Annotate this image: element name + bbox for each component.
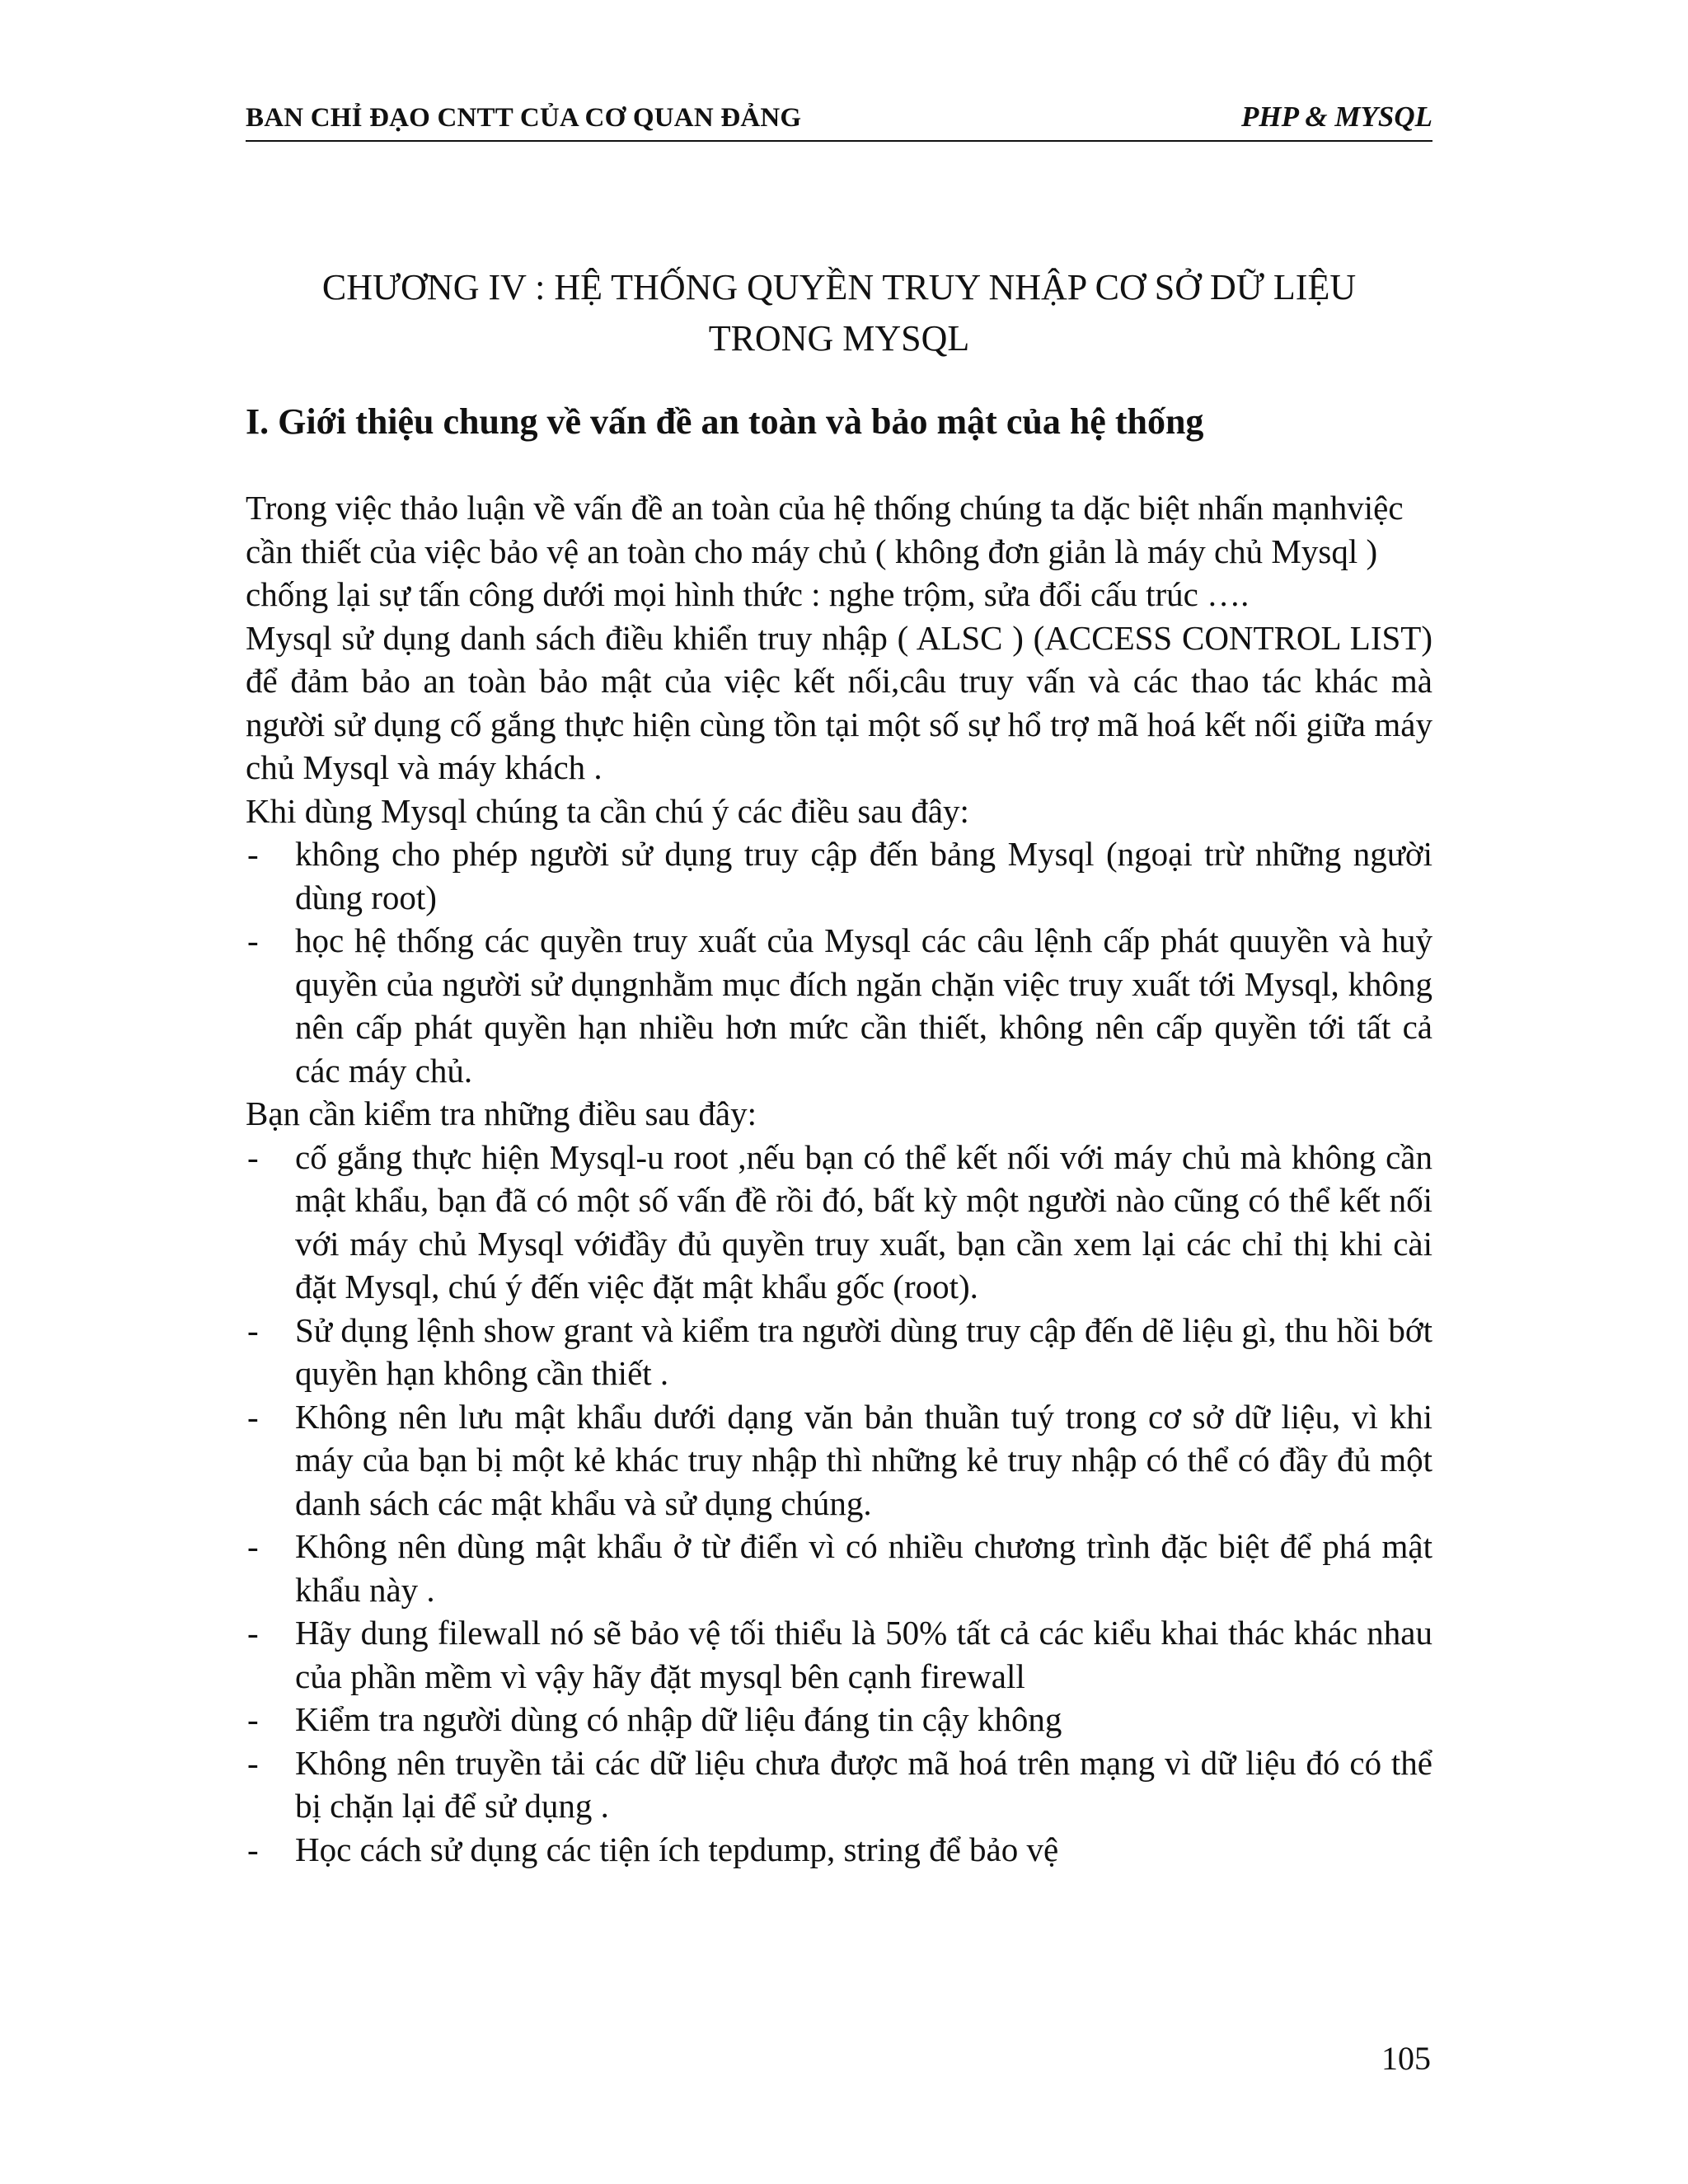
dash-bullet-icon: - bbox=[247, 1527, 259, 1565]
list-item bbox=[246, 1136, 1432, 1309]
page-header bbox=[246, 102, 1432, 142]
paragraph-intro: Trong việc thảo luận về vấn đề an toàn của hệ thống chúng ta dặc biệt nhấn mạnhviệc cần thiết của việc bảo vệ an toàn cho máy chủ ( không đơn giản là máy chủ Mysql ) chống lại sự tấn công dưới mọi hình thức : nghe trộm, sửa đổi cấu trúc …. bbox=[246, 489, 1404, 613]
header-book-title: PHP & MYSQL bbox=[1240, 101, 1432, 133]
list-item-text: Sử dụng lệnh show grant và kiểm tra người dùng truy cập đến dẽ liệu gì, thu hồi bớt quyền hạn không cần thiết . bbox=[295, 1310, 1432, 1392]
list-item bbox=[246, 919, 1432, 1092]
dash-bullet-icon: - bbox=[247, 1830, 259, 1868]
list-item-text: Không nên dùng mật khẩu ở từ điển vì có nhiều chương trình đặc biệt để phá mật khẩu này . bbox=[295, 1527, 1432, 1609]
list-item-text: Không nên lưu mật khẩu dưới dạng văn bản thuần tuý trong cơ sở dữ liệu, vì khi máy của bạn bị một kẻ khác truy nhập thì những kẻ truy nhập có thể có đầy đủ một danh sách các mật khẩu và sử dụng chúng. bbox=[295, 1397, 1432, 1522]
dash-bullet-icon: - bbox=[247, 1397, 259, 1436]
chapter-title bbox=[246, 262, 1432, 364]
list-item-text: không cho phép người sử dụng truy cập đến bảng Mysql (ngoại trừ những người dùng root) bbox=[295, 835, 1432, 916]
list-item-text: Không nên truyền tải các dữ liệu chưa được mã hoá trên mạng vì dữ liệu đó có thể bị chặn lại để sử dụng . bbox=[295, 1743, 1432, 1825]
list-item bbox=[246, 832, 1432, 919]
list-item bbox=[246, 1309, 1432, 1395]
list-item bbox=[246, 1395, 1432, 1526]
dash-bullet-icon: - bbox=[247, 1700, 259, 1738]
chapter-title-line2: TRONG MYSQL bbox=[708, 318, 970, 359]
dash-bullet-icon: - bbox=[247, 921, 259, 959]
notes-list bbox=[246, 832, 1432, 1092]
dash-bullet-icon: - bbox=[247, 1310, 259, 1349]
list-item bbox=[246, 1611, 1432, 1698]
list-item-text: học hệ thống các quyền truy xuất của Mysql các câu lệnh cấp phát quuyền và huỷ quyền của người sử dụngnhằm mục đích ngăn chặn việc truy xuất tới Mysql, không nên cấp phát quyền hạn nhiều hơn mức cần thiết, không nên cấp quyền tới tất cả các máy chủ. bbox=[295, 921, 1432, 1090]
page-number: 105 bbox=[1381, 2040, 1431, 2077]
list-item-text: cố gắng thực hiện Mysql-u root ,nếu bạn có thể kết nối với máy chủ mà không cần mật khẩu, bạn đã có một số vấn đề rồi đó, bất kỳ một người nào cũng có thể kết nối với máy chủ Mysql vớiđầy đủ quyền truy xuất, bạn cần xem lại các chỉ thị khi cài đặt Mysql, chú ý đến việc đặt mật khẩu gốc (root). bbox=[295, 1137, 1432, 1305]
list-item bbox=[246, 1525, 1432, 1611]
header-organization: BAN CHỈ ĐẠO CNTT CỦA CƠ QUAN ĐẢNG bbox=[246, 103, 802, 133]
dash-bullet-icon: - bbox=[247, 1614, 259, 1652]
section-heading: I. Giới thiệu chung về vấn đề an toàn và bảo mật của hệ thống bbox=[246, 401, 1204, 442]
body-text bbox=[246, 486, 1432, 1871]
dash-bullet-icon: - bbox=[247, 835, 259, 873]
list-item bbox=[246, 1698, 1432, 1741]
check-list bbox=[246, 1136, 1432, 1872]
list-item-text: Học cách sử dụng các tiện ích tepdump, string để bảo vệ bbox=[295, 1830, 1059, 1868]
list-item-text: Kiểm tra người dùng có nhập dữ liệu đáng tin cậy không bbox=[295, 1700, 1062, 1738]
dash-bullet-icon: - bbox=[247, 1137, 259, 1176]
chapter-title-line1: CHƯƠNG IV : HỆ THỐNG QUYỀN TRUY NHẬP CƠ SỞ DỮ LIỆU bbox=[321, 267, 1357, 307]
paragraph-acl: Mysql sử dụng danh sách điều khiển truy nhập ( ALSC ) (ACCESS CONTROL LIST) để đảm bảo an toàn bảo mật của việc kết nối,câu truy vấn và các thao tác khác mà người sử dụng cố gắng thực hiện cùng tồn tại một số sự hổ trợ mã hoá kết nối giữa máy chủ Mysql và máy khách . bbox=[246, 618, 1432, 786]
paragraph-check-intro: Bạn cần kiểm tra những điều sau đây: bbox=[246, 1094, 757, 1132]
paragraph-mysql-notes: Khi dùng Mysql chúng ta cần chú ý các điều sau đây: bbox=[246, 791, 969, 830]
list-item bbox=[246, 1828, 1432, 1872]
list-item-text: Hãy dung filewall nó sẽ bảo vệ tối thiểu là 50% tất cả các kiểu khai thác khác nhau của phần mềm vì vậy hãy đặt mysql bên cạnh firewall bbox=[295, 1614, 1432, 1695]
dash-bullet-icon: - bbox=[247, 1743, 259, 1782]
list-item bbox=[246, 1741, 1432, 1828]
